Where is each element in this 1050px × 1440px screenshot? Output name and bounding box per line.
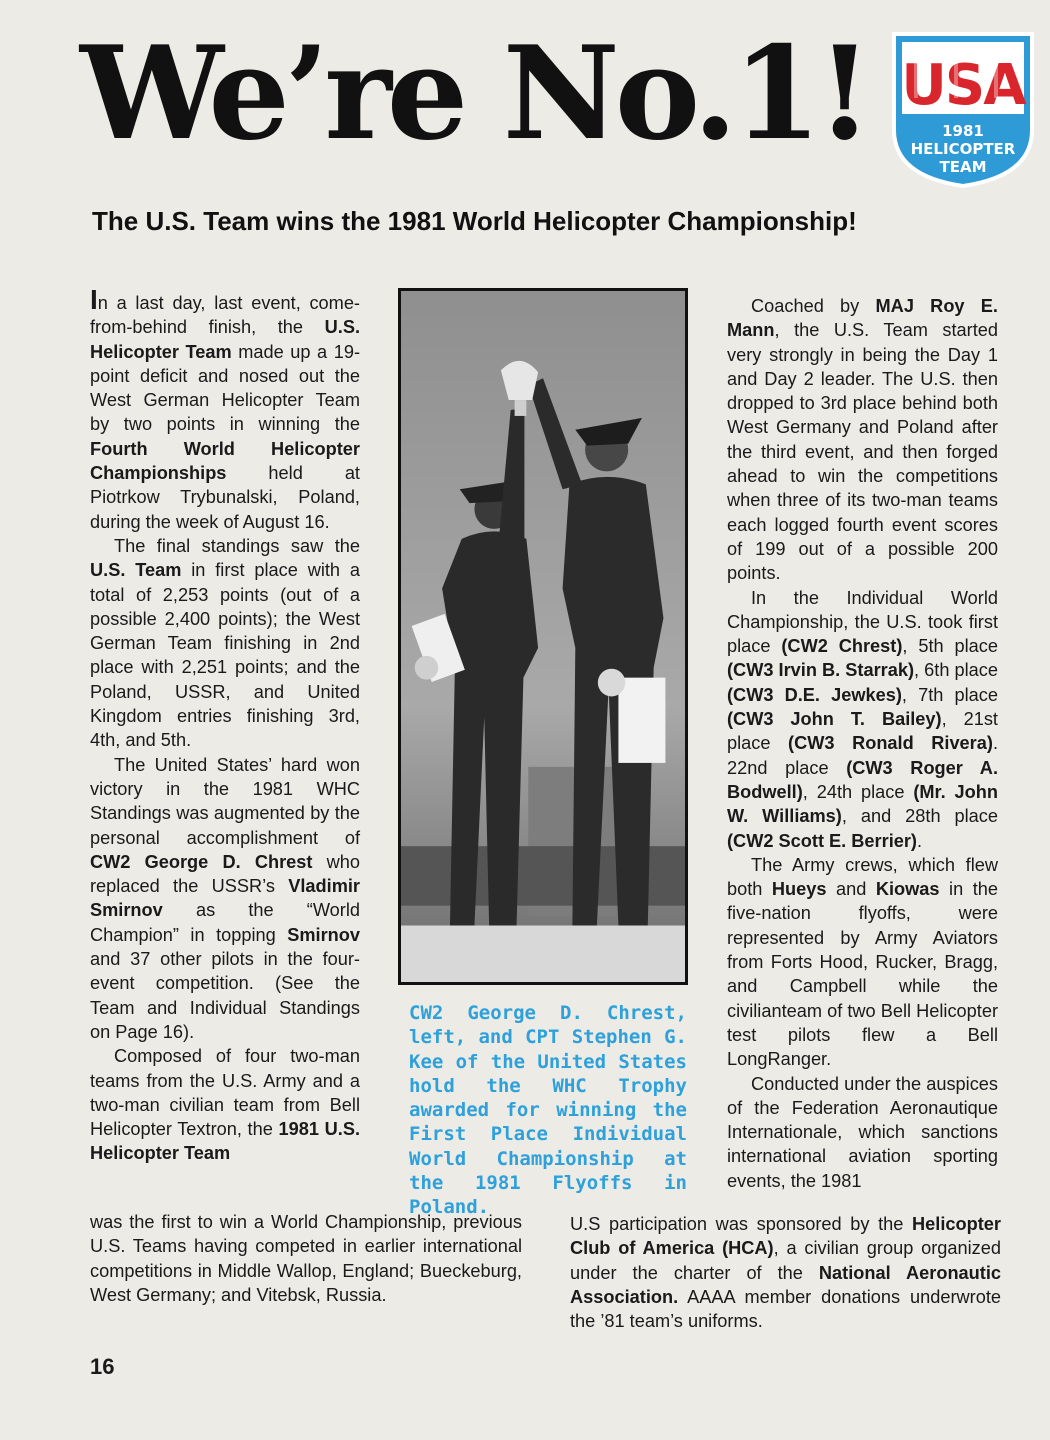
text-run: , a civilian group organized under the charter of the <box>570 1238 1002 1283</box>
text-run: as the “World Champion” in topping <box>90 900 360 945</box>
text-run: Composed of four two-man teams from the U.S. Army and a two-man civilian team from Bell Helicopter Textron, the <box>90 1046 360 1140</box>
right-paragraph-2 <box>727 586 998 853</box>
badge-line1: HELICOPTER <box>910 140 1016 158</box>
text-run: , 6th place <box>914 660 998 681</box>
text-run: n a last day, last event, come-from-behind finish, the <box>90 293 360 338</box>
headline: We’re No.1! <box>80 19 868 169</box>
bold-run: U.S. Helicopter Team <box>90 317 360 362</box>
text-run: , and 28th place <box>841 806 999 827</box>
right-paragraph-1 <box>727 294 998 586</box>
text-run: The United States’ hard won victory in the 1981 WHC Standings was augmented by the personal accomplishment of <box>90 754 360 848</box>
bold-run: (CW2 Chrest) <box>781 636 903 657</box>
text-run: and 37 other pilots in the four-event competition. (See the Team and Individual Standings on Page 16). <box>90 949 360 1042</box>
bold-run: National Aeronautic Association. <box>570 1262 1002 1307</box>
badge-year: 1981 <box>942 122 984 140</box>
text-run: made up a 19-point deficit and nosed out the West German Helicopter Team by two points in winning the <box>90 341 360 435</box>
text-run: The final standings saw the <box>114 535 360 556</box>
right-paragraph-4 <box>727 1072 998 1193</box>
text-run: in the five-nation flyoffs, were represented by Army Aviators from Forts Hood, Rucker, Bragg, and Campbell while the civilianteam of two Bell Helicopter test pilots flew a Bell LongRanger. <box>727 879 998 1070</box>
bold-run: 1981 U.S. Helicopter Team <box>90 1119 361 1164</box>
bold-run: Fourth World Helicopter Championships <box>90 438 360 484</box>
bold-run: (CW2 Scott E. Berrier) <box>727 830 917 851</box>
text-run: . 22nd place <box>727 733 998 778</box>
badge-country: USA <box>901 53 1025 118</box>
left-continuation <box>90 1210 522 1307</box>
bold-run: (Mr. John W. Williams) <box>727 781 998 827</box>
bold-run: U.S. Team <box>90 560 182 581</box>
left-column <box>90 284 361 1166</box>
bold-run: (CW3 John T. Bailey) <box>727 709 942 730</box>
text-run: , 24th place <box>802 781 914 802</box>
text-run: , 5th place <box>902 636 998 657</box>
left-paragraph-2 <box>90 534 360 753</box>
text-run: , 21st place <box>727 709 998 754</box>
left-paragraph-4 <box>90 1044 360 1165</box>
text-run: in first place with a total of 2,253 points (out of a possible 2,400 points); the West German Team finishing in 2nd place with 2,251 points; and the Poland, USSR, and United Kingdom entries finishing 3rd, 4th, and 5th. <box>90 560 361 751</box>
drop-cap: I <box>90 284 98 315</box>
bold-run: Kiowas <box>875 879 940 900</box>
trophy-photo <box>398 288 688 985</box>
bold-run: Hueys <box>771 879 827 900</box>
usa-shield-icon <box>888 28 1038 190</box>
right-continuation <box>570 1212 1001 1333</box>
pilots-with-trophy-image <box>401 291 685 982</box>
text-run: Conducted under the auspices of the Federation Aeronautique Internationale, which sanctions international aviation sporting events, the 1981 <box>727 1073 998 1191</box>
text-run: The Army crews, which flew both <box>727 854 998 900</box>
bold-run: (CW3 Roger A. Bodwell) <box>727 757 998 802</box>
bold-run: CW2 George D. Chrest <box>90 851 313 872</box>
bold-run: (CW3 Ronald Rivera) <box>788 733 993 754</box>
bold-run: Vladimir Smirnov <box>90 876 360 921</box>
photo-caption: CW2 George D. Chrest, left, and CPT Stephen G. Kee of the United States hold the WHC Trophy awarded for winning the First Place Individual World Championship at the 1981 Flyoffs in Poland. <box>409 1002 687 1219</box>
text-run: . <box>917 830 923 851</box>
text-run: In the Individual World Championship, the U.S. took first place <box>727 587 998 657</box>
text-run: AAAA member donations underwrote the ’81 team’s uniforms. <box>570 1286 1001 1332</box>
text-run: , the U.S. Team started very strongly in being the Day 1 and Day 2 leader. The U.S. then dropped to 3rd place behind both West Germany and Poland after the third event, and then forged ahead to win the competitions when three of its two-man teams each logged fourth event scores of 199 out of a possible 200 points. <box>727 320 998 584</box>
bold-run: MAJ Roy E. Mann <box>727 296 998 341</box>
badge-line2: TEAM <box>939 158 987 176</box>
left-paragraph-1 <box>90 284 360 534</box>
subtitle: The U.S. Team wins the 1981 World Helicopter Championship! <box>92 206 857 236</box>
bold-run: (CW3 Irvin B. Starrak) <box>727 660 915 681</box>
text-run: who replaced the USSR’s <box>90 851 361 897</box>
text-run: Coached by <box>751 296 876 316</box>
text-run: U.S participation was sponsored by the <box>570 1214 913 1234</box>
bold-run: (CW3 D.E. Jewkes) <box>727 684 902 705</box>
right-column <box>727 294 998 1193</box>
page-number: 16 <box>90 1354 115 1379</box>
bold-run: Smirnov <box>287 924 360 945</box>
left-paragraph-3 <box>90 753 360 1045</box>
right-continuation-text <box>570 1212 1001 1333</box>
text-run: held at Piotrkow Trybunalski, Poland, during the week of August 16. <box>90 463 360 532</box>
bold-run: Helicopter Club of America (HCA) <box>570 1214 1001 1259</box>
left-continuation-text: was the first to win a World Championship, previous U.S. Teams having competed in earlier international competitions in Middle Wallop, England; Bueckeburg, West Germany; and Vitebsk, Russia. <box>90 1212 522 1305</box>
right-paragraph-3 <box>727 853 998 1072</box>
text-run: and <box>826 879 876 900</box>
text-run: , 7th place <box>901 684 998 705</box>
usa-team-badge <box>888 28 1038 190</box>
